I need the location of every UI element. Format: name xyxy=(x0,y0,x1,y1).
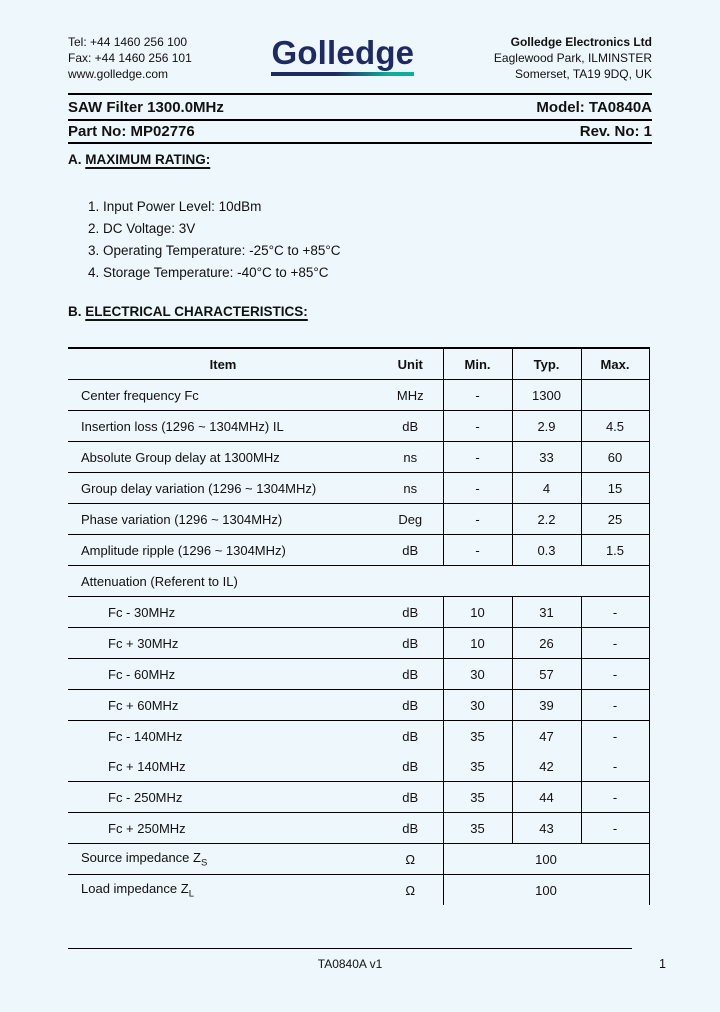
table-row xyxy=(68,504,649,535)
row-min: - xyxy=(443,380,512,411)
table-row xyxy=(68,411,649,442)
row-item: Fc + 60MHz xyxy=(68,690,378,721)
company-name: Golledge Electronics Ltd xyxy=(510,35,652,49)
table-row xyxy=(68,380,649,411)
row-max: - xyxy=(581,597,649,628)
table-row xyxy=(68,659,649,690)
table-row xyxy=(68,875,649,906)
section-a-heading xyxy=(68,152,210,167)
row-item: Center frequency Fc xyxy=(68,380,378,411)
fax-line: Fax: +44 1460 256 101 xyxy=(68,51,192,65)
row-item: Amplitude ripple (1296 ~ 1304MHz) xyxy=(68,535,378,566)
row-max: - xyxy=(581,721,649,752)
row-unit: dB xyxy=(378,782,443,813)
row-min: - xyxy=(443,411,512,442)
col-header-unit: Unit xyxy=(378,348,443,380)
row-unit: Deg xyxy=(378,504,443,535)
table-row xyxy=(68,473,649,504)
row-typ: 1300 xyxy=(512,380,581,411)
row-item: Fc + 30MHz xyxy=(68,628,378,659)
row-typ: 33 xyxy=(512,442,581,473)
row-item: Fc + 250MHz xyxy=(68,813,378,844)
row-unit: dB xyxy=(378,690,443,721)
list-item: 4. Storage Temperature: -40°C to +85°C xyxy=(88,265,329,280)
footer-divider xyxy=(68,948,632,949)
item-subscript: L xyxy=(188,888,194,900)
row-item: Group delay variation (1296 ~ 1304MHz) xyxy=(68,473,378,504)
row-max: - xyxy=(581,751,649,782)
row-min: 35 xyxy=(443,721,512,752)
row-min: 35 xyxy=(443,813,512,844)
row-unit: dB xyxy=(378,813,443,844)
table-row xyxy=(68,442,649,473)
revision-number: Rev. No: 1 xyxy=(579,123,652,140)
row-typ: 2.2 xyxy=(512,504,581,535)
row-typ: 57 xyxy=(512,659,581,690)
footer-page-number: 1 xyxy=(659,957,666,971)
table-row xyxy=(68,721,649,752)
row-unit: dB xyxy=(378,659,443,690)
row-unit: dB xyxy=(378,628,443,659)
title-row-product xyxy=(68,95,652,121)
row-unit: dB xyxy=(402,728,419,744)
row-typ: 4 xyxy=(512,473,581,504)
item-subscript: S xyxy=(200,857,208,869)
row-typ: 31 xyxy=(512,597,581,628)
part-number: Part No: MP02776 xyxy=(68,123,195,140)
row-typ: 43 xyxy=(512,813,581,844)
row-max: - xyxy=(581,813,649,844)
logo-underline xyxy=(271,72,414,76)
section-b-prefix: B. xyxy=(68,304,82,319)
row-max: - xyxy=(581,659,649,690)
website-line: www.golledge.com xyxy=(68,67,169,81)
row-max: 15 xyxy=(581,473,649,504)
row-typ: 47 xyxy=(512,721,581,752)
footer-doc-id: TA0840A v1 xyxy=(317,957,383,971)
row-unit: MHz xyxy=(378,380,443,411)
row-min: - xyxy=(443,535,512,566)
row-max: - xyxy=(581,782,649,813)
row-typ: 0.3 xyxy=(512,535,581,566)
row-unit: ns xyxy=(378,473,443,504)
section-b-heading xyxy=(68,304,308,319)
product-title: SAW Filter 1300.0MHz xyxy=(68,98,224,116)
table-row xyxy=(68,813,649,844)
row-value: 100 xyxy=(443,844,649,875)
row-min: 35 xyxy=(443,751,512,782)
row-item: Load impedance $Z_L$ xyxy=(81,880,194,900)
list-item: 2. DC Voltage: 3V xyxy=(88,221,196,236)
row-min: 35 xyxy=(443,782,512,813)
row-item: Fc - 30MHz xyxy=(68,597,378,628)
table-header-row xyxy=(68,348,649,380)
electrical-characteristics-table xyxy=(68,347,650,905)
golledge-logo xyxy=(271,28,414,82)
table-row xyxy=(68,628,649,659)
row-typ: 39 xyxy=(512,690,581,721)
row-max: 60 xyxy=(581,442,649,473)
col-header-typ: Typ. xyxy=(512,348,581,380)
list-item: 1. Input Power Level: 10dBm xyxy=(88,199,262,214)
maximum-rating-list xyxy=(88,196,341,284)
electrical-characteristics xyxy=(68,347,650,905)
row-item: Fc - 250MHz xyxy=(68,782,378,813)
row-min: 30 xyxy=(443,690,512,721)
row-max: 25 xyxy=(581,504,649,535)
row-min: - xyxy=(443,473,512,504)
table-row xyxy=(68,690,649,721)
table-row xyxy=(68,782,649,813)
row-unit: dB xyxy=(378,751,443,782)
model-number: Model: TA0840A xyxy=(536,98,652,116)
row-unit: dB xyxy=(378,535,443,566)
row-item: Fc - 60MHz xyxy=(68,659,378,690)
row-unit: dB xyxy=(378,411,443,442)
row-item: Absolute Group delay at 1300MHz xyxy=(68,442,378,473)
row-typ: 42 xyxy=(512,751,581,782)
row-min: 10 xyxy=(443,628,512,659)
address-line-1: Eaglewood Park, ILMINSTER xyxy=(493,51,652,65)
address-line-2: Somerset, TA19 9DQ, UK xyxy=(515,67,652,81)
col-header-max: Max. xyxy=(581,348,649,380)
section-a-prefix: A. xyxy=(68,152,82,167)
table-body xyxy=(68,380,649,906)
page-header xyxy=(68,28,652,82)
row-typ: 26 xyxy=(512,628,581,659)
row-min: 30 xyxy=(443,659,512,690)
company-address xyxy=(494,28,652,82)
row-unit: Ω xyxy=(378,844,443,875)
contact-info xyxy=(68,28,192,82)
table-row xyxy=(68,535,649,566)
row-typ: 2.9 xyxy=(512,411,581,442)
row-min: - xyxy=(443,442,512,473)
col-header-item: Item xyxy=(68,348,378,380)
row-item: Fc + 140MHz xyxy=(68,751,378,782)
logo-wordmark: Golledge xyxy=(271,34,415,71)
row-unit: ns xyxy=(378,442,443,473)
row-max: - xyxy=(581,628,649,659)
row-item: Source impedance $Z_S$ xyxy=(68,844,378,875)
row-unit: dB xyxy=(378,597,443,628)
row-max: 1.5 xyxy=(581,535,649,566)
col-header-min: Min. xyxy=(443,348,512,380)
tel-line: Tel: +44 1460 256 100 xyxy=(68,35,188,49)
row-item: Insertion loss (1296 ~ 1304MHz) IL xyxy=(68,411,378,442)
row-max: 4.5 xyxy=(581,411,649,442)
row-section-label: Attenuation (Referent to IL) xyxy=(68,566,649,597)
row-max: - xyxy=(581,690,649,721)
title-bar xyxy=(68,93,652,144)
table-row xyxy=(68,844,649,875)
section-a-title: MAXIMUM RATING: xyxy=(85,152,211,167)
section-b-title: ELECTRICAL CHARACTERISTICS: xyxy=(85,304,308,319)
table-row xyxy=(68,597,649,628)
row-min: 10 xyxy=(443,597,512,628)
row-item: Fc - 140MHz xyxy=(108,728,183,744)
title-row-part xyxy=(68,121,652,144)
row-value: 100 xyxy=(443,875,649,906)
row-unit: Ω xyxy=(405,882,416,898)
row-typ: 44 xyxy=(512,782,581,813)
table-row xyxy=(68,566,649,597)
list-item: 3. Operating Temperature: -25°C to +85°C xyxy=(88,243,341,258)
row-item: Phase variation (1296 ~ 1304MHz) xyxy=(68,504,378,535)
table-row xyxy=(68,751,649,782)
row-min: - xyxy=(443,504,512,535)
row-max xyxy=(581,380,649,411)
